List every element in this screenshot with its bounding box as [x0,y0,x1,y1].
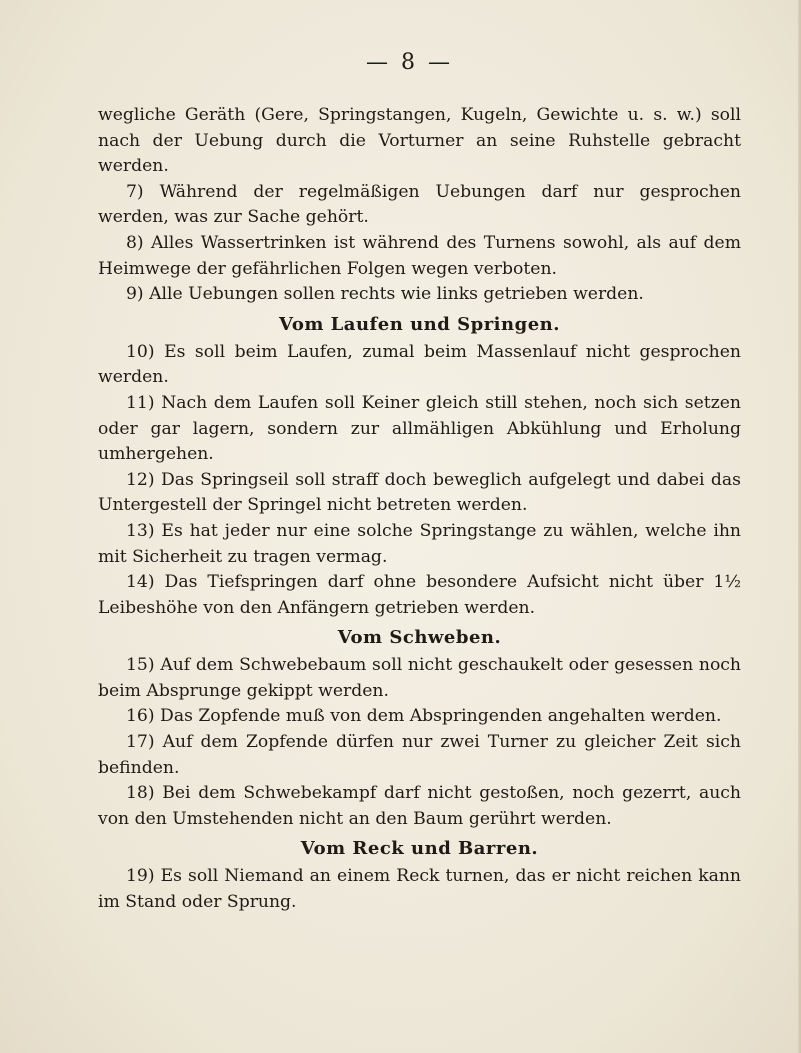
rule-19: 19) Es soll Niemand an einem Reck turnen, das er nicht reichen kann im Stand oder Sprung. [98,866,741,913]
rule-10: 10) Es soll beim Laufen, zumal beim Massenlauf nicht gesprochen werden. [98,341,741,388]
section-heading-laufen-springen: Vom Laufen und Springen. [279,313,560,335]
rule-12: 12) Das Springseil soll straff doch beweglich aufgelegt und dabei das Untergestell der Springel nicht betreten werden. [98,469,741,516]
rule-15: 15) Auf dem Schwebebaum soll nicht geschaukelt oder gesessen noch beim Absprunge gekippt werden. [98,655,741,701]
rule-7: 7) Während der regelmäßigen Uebungen darf nur gesprochen werden, was zur Sache gehört. [98,181,741,228]
paragraph-continuation: wegliche Geräth (Gere, Springstangen, Kugeln, Gewichte u. s. w.) soll nach der Uebung durch die Vorturner an seine Ruhstelle gebracht werden. [98,105,741,177]
section-heading-reck-barren: Vom Reck und Barren. [300,838,539,860]
rule-16: 16) Das Zopfende muß von dem Abspringenden angehalten werden. [126,706,722,727]
rule-11: 11) Nach dem Laufen soll Keiner gleich still stehen, noch sich setzen oder gar lagern, sondern zur allmähligen Abkühlung und Erholung umhergehen. [98,392,741,465]
page-number: — 8 — [366,50,453,75]
rule-14: 14) Das Tiefspringen darf ohne besondere Aufsicht nicht über 1½ Leibeshöhe von den Anfängern getrieben werden. [98,572,741,618]
rule-17: 17) Auf dem Zopfende dürfen nur zwei Turner zu gleicher Zeit sich befinden. [98,732,741,778]
rule-18: 18) Bei dem Schwebekampf darf nicht gestoßen, noch gezerrt, auch von den Umstehenden nicht an den Baum gerührt werden. [98,783,741,829]
rule-9: 9) Alle Uebungen sollen rechts wie links getrieben werden. [126,284,644,305]
rule-8: 8) Alles Wassertrinken ist während des Turnens sowohl, als auf dem Heimwege der gefährlichen Folgen wegen verboten. [98,232,741,279]
rule-13: 13) Es hat jeder nur eine solche Springstange zu wählen, welche ihn mit Sicherheit zu tragen vermag. [98,520,741,567]
section-heading-schweben: Vom Schweben. [337,627,502,649]
body-text [98,103,741,916]
